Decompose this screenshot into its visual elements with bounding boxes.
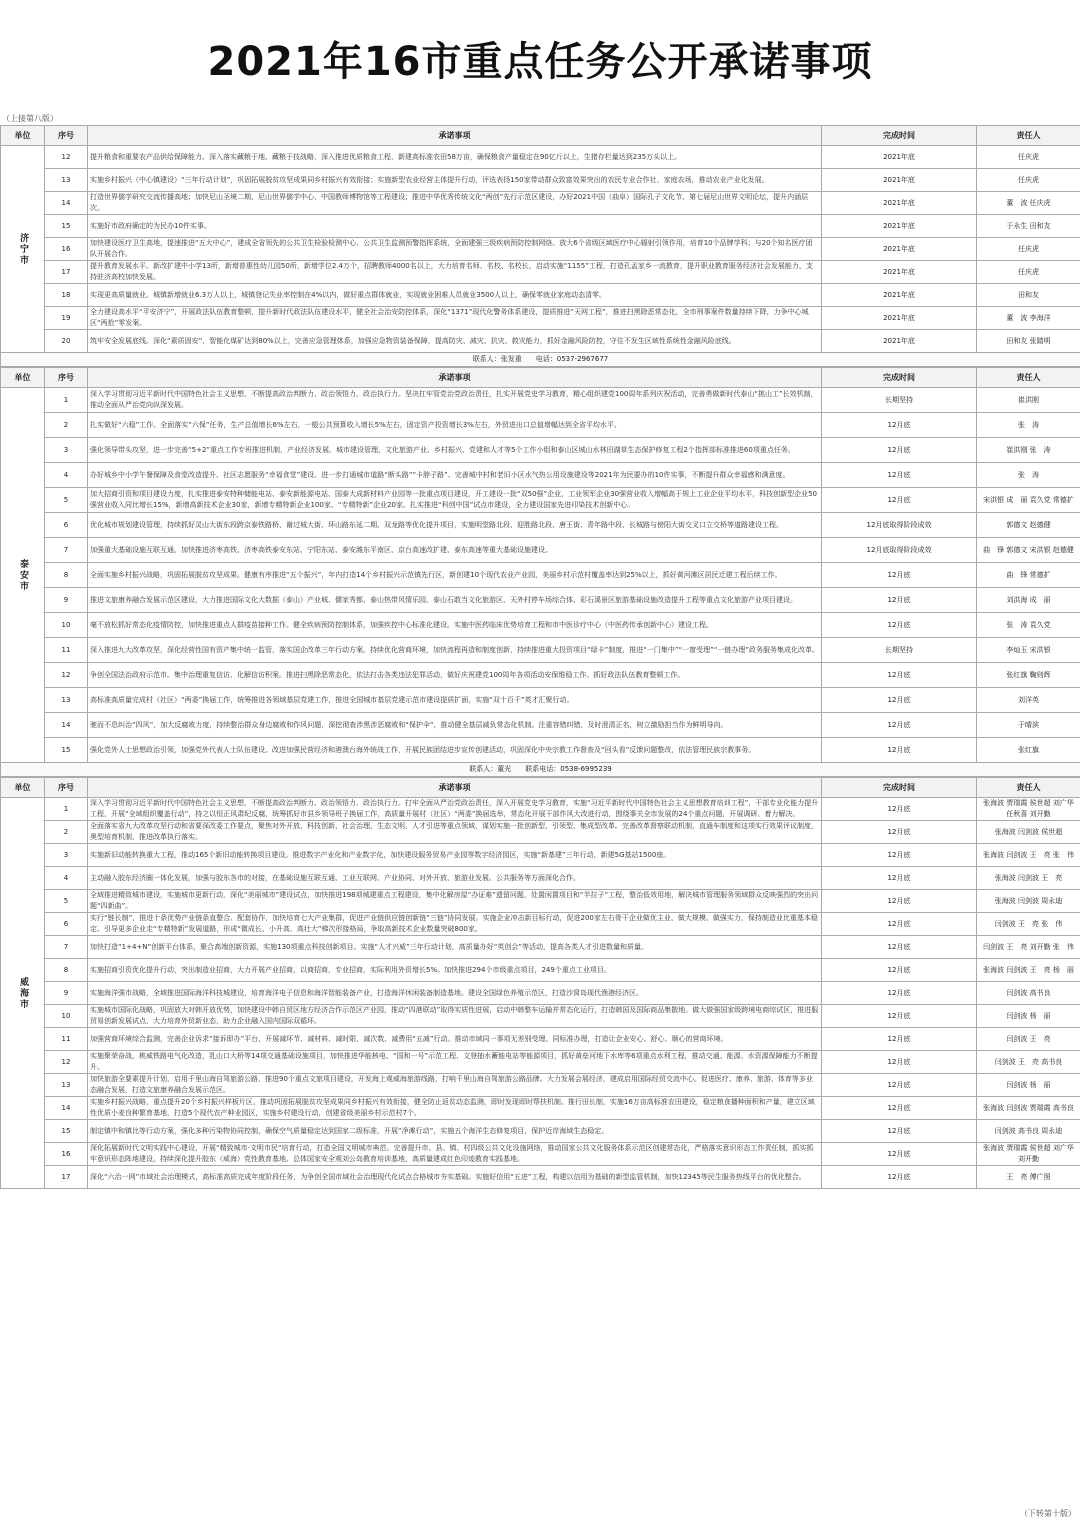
time-cell: 12月底 (822, 1074, 977, 1097)
header-resp: 责任人 (977, 126, 1080, 146)
time-cell: 12月底 (822, 936, 977, 959)
content-cell: 优化城市规划建设管理，持续抓好灵山大街东段跨京泰铁路桥、谢过城大街、环山路东延二期、双龙路等优化提升项目，实施明堂路北段、迎胜路北段、唐王街、青年路中段、长城路与傍阳大街交叉口立交桥等道路建设工程。 (88, 513, 822, 538)
header-content: 承诺事项 (88, 368, 822, 388)
time-cell: 12月底 (822, 588, 977, 613)
table-row (1, 913, 1080, 936)
time-cell: 12月底 (822, 1028, 977, 1051)
table-row (1, 1074, 1080, 1097)
resp-cell: 李灿玉 宋洪银 (977, 638, 1080, 663)
resp-cell: 刘洋英 (977, 688, 1080, 713)
seq-cell: 14 (45, 1097, 88, 1120)
time-cell: 12月底 (822, 713, 977, 738)
content-cell: 深化“六治一网”市域社会治理模式，高标准高质完成年度阶段任务，为争创全国市域社会治理现代化试点合格城市夯实基础。实施好信用“五进”工程，构建以信用为基础的新型监管机制，加快12345等民生服务热线平台的优化整合。 (88, 1166, 822, 1189)
resp-cell: 任庆虎 (977, 261, 1080, 284)
seq-cell: 5 (45, 488, 88, 513)
resp-cell: 张海波 贾瑞霞 侯世超 刘广华 任秋喜 刘开勤 (977, 798, 1080, 821)
seq-cell: 9 (45, 588, 88, 613)
content-cell: 驰而不息纠治“四风”，加大反腐败力度，持续整治群众身边腐败和作风问题，深挖彻查涉黑涉恶腐败和“保护伞”，推动健全基层减负常态化机制。注重容错纠错，及时澄清正名，树立激励担当作为鲜明导向。 (88, 713, 822, 738)
content-cell: 主动融入胶东经济圈一体化发展，加强与胶东各市的对接，在基础设施互联互通、工业互联网、产业协同、对外开放、旅游业发展、公共服务等方面深化合作。 (88, 867, 822, 890)
seq-cell: 8 (45, 959, 88, 982)
time-cell: 12月底 (822, 438, 977, 463)
table-row (1, 959, 1080, 982)
table-row (1, 488, 1080, 513)
table-row (1, 330, 1080, 353)
header-unit: 单位 (1, 778, 45, 798)
time-cell: 12月底 (822, 890, 977, 913)
table-row (1, 588, 1080, 613)
table-row (1, 261, 1080, 284)
commitments-table-3 (0, 777, 1080, 1189)
content-cell: 高标准高质量完成村（社区）“两委”换届工作，统筹推进各领域基层党建工作，推进全国城市基层党建示范市建设提质扩面，实施“双十百千”英才汇聚行动。 (88, 688, 822, 713)
seq-cell: 7 (45, 538, 88, 563)
time-cell: 长期坚持 (822, 388, 977, 413)
seq-cell: 15 (45, 738, 88, 763)
table-row (1, 284, 1080, 307)
time-cell: 12月底取得阶段成效 (822, 538, 977, 563)
content-cell: 制定镇中和镇比等行动方案，强化多种污染物协同控制，确保空气质量稳定达到国家二级标准，开展“净滩行动”，实施五个海洋生态修复项目，保护近岸海域生态稳定。 (88, 1120, 822, 1143)
commitments-table-container (0, 125, 1080, 1189)
time-cell: 12月底 (822, 663, 977, 688)
commitments-table-1 (0, 125, 1080, 367)
table-row (1, 215, 1080, 238)
seq-cell: 14 (45, 713, 88, 738)
header-content: 承诺事项 (88, 778, 822, 798)
table-row (1, 713, 1080, 738)
continued-from-note: （上接第八版） (2, 114, 58, 123)
seq-cell: 4 (45, 463, 88, 488)
header-seq: 序号 (45, 778, 88, 798)
resp-cell: 张海波 闫剑波 王 亮 (977, 867, 1080, 890)
time-cell: 2021年底 (822, 330, 977, 353)
content-cell: 加快旅游全要素提升计划，启用千里山海自驾旅游公路，推进90个重点文旅项目建设，开发海上观威海旅游线路，打响千里山海自驾旅游公路品牌。大力发展会展经济，建成启用国际经贸交流中心。促进医疗、康养、旅游、体育等多业态融合发展，打造文旅康养融合发展示范区。 (88, 1074, 822, 1097)
content-cell: 深化拓展新时代文明实践中心建设，开展“精致城市·文明市民”培育行动，打造全国文明城市典范。完善提升市、县、镇、村四级公共文化设施网络，推动国家公共文化服务体系示范区创建常态化，严格落实意识形态工作责任制，抓实抓牢意识形态阵地建设。持续深化提升胶东（威海）党性教育基地、总体国家安全观刘公岛教育培训基地，高质量建成红色印迹教育实践基地。 (88, 1143, 822, 1166)
seq-cell: 1 (45, 798, 88, 821)
unit-cell: 泰安市 (1, 388, 45, 763)
time-cell: 12月底 (822, 1005, 977, 1028)
table-row (1, 613, 1080, 638)
content-cell: 深入学习贯彻习近平新时代中国特色社会主义思想，不断提高政治判断力、政治领悟力、政治执行力。打牢全面从严治党政治责任，深入开展党史学习教育，实施“习近平新时代中国特色社会主义思想教育培训工程”，干部专业化能力提升工程，开展“全域组织覆盖行动”，持之以恒正风肃纪反腐，统筹抓好市县乡领导班子换届工作，高质量开展村（社区）“两委”换届选举，常态化开展干部作风大改进行动，围绕事关全市发展的24个重点问题，开展调研、着力解决。 (88, 798, 822, 821)
seq-cell: 12 (45, 1051, 88, 1074)
resp-cell: 郭德文 赵德健 (977, 513, 1080, 538)
resp-cell: 曲 锋 常德扩 (977, 563, 1080, 588)
time-cell: 12月底 (822, 798, 977, 821)
seq-cell: 7 (45, 936, 88, 959)
content-cell: 深入推进九大改革攻坚，深化经营性国有资产集中统一监管，落实国企改革三年行动方案。持续优化营商环境，加快流程再造和制度创新，持续推进重大投资项目“绿卡”制度，推进“一门集中”“一窗受理”“一链办理”政务服务集成化改革。 (88, 638, 822, 663)
seq-cell: 17 (45, 261, 88, 284)
time-cell: 12月底 (822, 488, 977, 513)
table-row (1, 663, 1080, 688)
header-resp: 责任人 (977, 778, 1080, 798)
time-cell: 2021年底 (822, 169, 977, 192)
time-cell: 2021年底 (822, 284, 977, 307)
table-row (1, 438, 1080, 463)
resp-cell: 于晴滨 (977, 713, 1080, 738)
table-row (1, 563, 1080, 588)
resp-cell: 宋洪银 成 丽 袁久党 常德扩 (977, 488, 1080, 513)
seq-cell: 4 (45, 867, 88, 890)
seq-cell: 20 (45, 330, 88, 353)
resp-cell: 于永生 田和友 (977, 215, 1080, 238)
resp-cell: 闫剑波 王 亮 刘开勤 张 伟 (977, 936, 1080, 959)
time-cell: 12月底 (822, 463, 977, 488)
resp-cell: 王 亮 傅广照 (977, 1166, 1080, 1189)
time-cell: 2021年底 (822, 215, 977, 238)
seq-cell: 14 (45, 192, 88, 215)
content-cell: 加强重大基础设施互联互通，加快推进济枣高铁、济枣高铁泰安东站、宁阳东站、泰安潍东平南区、京台高速改扩建、泰东高速等重大基础设施建设。 (88, 538, 822, 563)
resp-cell: 张海波 闫剑波 贾瑞霞 高书良 (977, 1097, 1080, 1120)
time-cell: 12月底 (822, 821, 977, 844)
content-cell: 实施新旧动能转换重大工程，推动165个新旧动能转换项目建设。推进数字产业化和产业数字化，加快建设服务贸易产业园等数字经济园区，实施“新基建”三年行动，新建5G基站1500座。 (88, 844, 822, 867)
seq-cell: 15 (45, 215, 88, 238)
resp-cell: 闫剑波 杨 丽 (977, 1074, 1080, 1097)
resp-cell: 闫剑波 王 亮 张 伟 (977, 913, 1080, 936)
content-cell: 全面实施乡村振兴战略，巩固拓展脱贫攻坚成果。健康有序推进“五个振兴”，年内打造14个乡村振兴示范镇先行区，新创建10个现代农业产业园，美丽乡村示范村覆盖率达到25%以上，抓好黄河滩区居民迁建工程后续工作。 (88, 563, 822, 588)
header-time: 完成时间 (822, 126, 977, 146)
table-row (1, 821, 1080, 844)
table-row (1, 1166, 1080, 1189)
time-cell: 12月底 (822, 982, 977, 1005)
resp-cell: 崔洪刚 张 涛 (977, 438, 1080, 463)
resp-cell: 张海波 闫剑波 王 亮 张 伟 (977, 844, 1080, 867)
table-row (1, 388, 1080, 413)
seq-cell: 18 (45, 284, 88, 307)
table-header-row (1, 126, 1080, 146)
resp-cell: 刘洪海 成 丽 (977, 588, 1080, 613)
seq-cell: 11 (45, 1028, 88, 1051)
time-cell: 2021年底 (822, 192, 977, 215)
content-cell: 强化领导带头攻坚，进一步完善“5+2”重点工作专班推进机制，产业经济发展、城市建设管理、文化旅游产业、乡村振兴、党建和人才等5个工作小组和泰山区城山水林田湖草生态保护修复工程2个指挥部标准推进60项重点任务。 (88, 438, 822, 463)
contact-row (1, 353, 1080, 367)
seq-cell: 2 (45, 821, 88, 844)
seq-cell: 12 (45, 146, 88, 169)
table-row (1, 1120, 1080, 1143)
content-cell: 提升教育发展水平。新改扩建中小学13所，新增普惠性幼儿园50所，新增学位2.4万个，招聘教师4000名以上，大力培育名师、名校、名校长，启动实施“1155”工程，打造孔孟家乡一流教育，提升职业教育服务经济社会发展能力，支持驻济高校加快发展。 (88, 261, 822, 284)
header-time: 完成时间 (822, 778, 977, 798)
content-cell: 实施城市国际化战略，巩固放大对韩开放优势，加快建设中韩自贸区地方经济合作示范区产业园，推动“四港联动”取得实质性进展，启动中韩整车运输并常态化运行，打造韩国及国际商品集散地。做大做强国家级跨境电商综试区，推进服贸易创新发展试点，大力培育外贸新业态，助力企业融入国内国际双循环。 (88, 1005, 822, 1028)
table-row (1, 307, 1080, 330)
resp-cell: 崔洪刚 (977, 388, 1080, 413)
table-row (1, 1097, 1080, 1120)
table-row (1, 982, 1080, 1005)
resp-cell: 董 波 任庆虎 (977, 192, 1080, 215)
table-row (1, 738, 1080, 763)
content-cell: 加快打造“1+4+N”创新平台体系，聚合高端创新资源，实施130项重点科技创新项目。实施“人才兴威”三年行动计划，高质量办好“英创会”等活动，提高各类人才引进数量和质量。 (88, 936, 822, 959)
time-cell: 2021年底 (822, 261, 977, 284)
seq-cell: 3 (45, 438, 88, 463)
content-cell: 筑牢安全发展底线。深化“素质固安”，智能化煤矿达到80%以上，完善应急管理体系，加强应急物资装备保障，提高防灾、减灾、抗灾、救灾能力，抓好金融风险防控，守住不发生区域性系统性金融风险底线。 (88, 330, 822, 353)
header-seq: 序号 (45, 368, 88, 388)
seq-cell: 19 (45, 307, 88, 330)
seq-cell: 2 (45, 413, 88, 438)
resp-cell: 闫剑波 王 亮 (977, 1028, 1080, 1051)
seq-cell: 17 (45, 1166, 88, 1189)
resp-cell: 田和友 (977, 284, 1080, 307)
content-cell: 全域推进精致城市建设，实施城市更新行动，深化“美丽城市”建设试点，加快推进198项城建重点工程建设，集中化解房屋“办证难”遗留问题，处置闲置项目和“半拉子”工程，整治低效用地，解决城市管理服务领域群众反映强烈的突出问题“四新曲”。 (88, 890, 822, 913)
time-cell: 12月底 (822, 688, 977, 713)
resp-cell: 任庆虎 (977, 238, 1080, 261)
resp-cell: 曲 锋 郭德文 宋洪银 赵德健 (977, 538, 1080, 563)
time-cell: 12月底 (822, 1097, 977, 1120)
resp-cell: 闫剑波 杨 丽 (977, 1005, 1080, 1028)
time-cell: 2021年底 (822, 146, 977, 169)
time-cell: 12月底 (822, 1051, 977, 1074)
resp-cell: 张海波 闫剑波 周永迪 (977, 890, 1080, 913)
resp-cell: 张 涛 (977, 413, 1080, 438)
seq-cell: 16 (45, 238, 88, 261)
content-cell: 全力建设高水平“平安济宁”，开展政法队伍教育整顿，提升新时代政法队伍建设水平，健全社会治安防控体系，深化“1371”现代化警务体系建设，提质推进“天网工程”，推进扫黑除恶常态化，全市刑事案件数量持续下降，力争中心城区“两抢”零发案。 (88, 307, 822, 330)
resp-cell: 董 波 李海洋 (977, 307, 1080, 330)
resp-cell: 任庆虎 (977, 169, 1080, 192)
content-cell: 实施海洋强市战略，全域推进国际海洋科技城建设，培育海洋电子信息和海洋智能装备产业，打造海洋休闲装备制造基地。建设全国绿色养殖示范区，打造沙窝岛现代渔港经济区。 (88, 982, 822, 1005)
time-cell: 2021年底 (822, 238, 977, 261)
time-cell: 12月底 (822, 613, 977, 638)
unit-cell: 济宁市 (1, 146, 45, 353)
resp-cell: 闫剑波 高书良 (977, 982, 1080, 1005)
resp-cell: 任庆虎 (977, 146, 1080, 169)
table-row (1, 936, 1080, 959)
table-row (1, 798, 1080, 821)
content-cell: 深入学习贯彻习近平新时代中国特色社会主义思想，不断提高政治判断力、政治领悟力、政治执行力。坚决扛牢管党治党政治责任，扎实开展党史学习教育，精心组织建党100周年系列庆祝活动，完善勇做新时代泰山“挑山工”长效机制，推动全面从严治党向纵深发展。 (88, 388, 822, 413)
content-cell: 争创全国法治政府示范市。集中治理重复信访、化解信访积案。推进扫黑除恶常态化，依法打击各类违法犯罪活动，做好庆祝建党100周年各项活动安保维稳工作。抓好政法队伍教育整顿工作。 (88, 663, 822, 688)
seq-cell: 1 (45, 388, 88, 413)
seq-cell: 16 (45, 1143, 88, 1166)
content-cell: 实施聚荣奋战，桃威铁路电气化改造，乳山口大桥等14项交通基础设施项目，加快推进华能核电、“国和一号”示范工程、文登抽水蓄能电站等能源项目，抓好黄垒河地下水库等6项重点水利工程，推动交通、能源、水资源保障能力不断提升。 (88, 1051, 822, 1074)
seq-cell: 13 (45, 1074, 88, 1097)
time-cell: 12月底 (822, 563, 977, 588)
content-cell: 扎实做好“六稳”工作、全面落实“六保”任务，生产总值增长6%左右，一般公共预算收入增长5%左右，固定资产投资增长3%左右，外贸进出口总值增幅达到全省平均水平。 (88, 413, 822, 438)
seq-cell: 8 (45, 563, 88, 588)
resp-cell: 张红旗 (977, 738, 1080, 763)
table-row (1, 169, 1080, 192)
time-cell: 12月底 (822, 913, 977, 936)
content-cell: 实施招商引资优化提升行动，突出制造业招商，大力开展产业招商，以商招商，专业招商，实际利用外资增长5%。加快推进294个市级重点项目，249个重点工业项目。 (88, 959, 822, 982)
content-cell: 实施乡村振兴（中心镇建设）“三年行动计划”，巩固拓展脱贫攻坚成果同乡村振兴有效衔接；实施新型农业经营主体提升行动，评选表扬150家带动群众致富效果突出的农民专业合作社、家庭农场，推动农业产业化发展。 (88, 169, 822, 192)
content-cell: 加快建设医疗卫生高地，提速推进“五大中心”，建成全省领先的公共卫生检验检测中心、公共卫生监测预警指挥系统，全面建强三级疾病预防控制网络。放大6个省级区域医疗中心辐射引领作用，培育10个品牌学科；与20个知名医疗团队开展合作。 (88, 238, 822, 261)
time-cell: 12月底 (822, 738, 977, 763)
table-row (1, 146, 1080, 169)
seq-cell: 13 (45, 169, 88, 192)
time-cell: 12月底 (822, 844, 977, 867)
table-row (1, 238, 1080, 261)
contact-row (1, 763, 1080, 777)
seq-cell: 3 (45, 844, 88, 867)
table-row (1, 413, 1080, 438)
seq-cell: 15 (45, 1120, 88, 1143)
time-cell: 12月底 (822, 1120, 977, 1143)
resp-cell: 张 涛 (977, 463, 1080, 488)
table-row (1, 638, 1080, 663)
content-cell: 提升粮食和重要农产品供给保障能力。深入落实藏粮于地、藏粮于技战略，深入推进优质粮食工程，新建高标准农田58万亩，确保粮食产量稳定在90亿斤以上，生猪存栏量达到235万头以上。 (88, 146, 822, 169)
resp-cell: 张海波 贾瑞霞 侯世超 刘广华 刘开勤 (977, 1143, 1080, 1166)
content-cell: 实施乡村振兴战略，重点提升20个乡村振兴样板片区，推动巩固拓展脱贫攻坚成果同乡村振兴有效衔接，健全防止返贫动态监测，即时发现即时帮扶机制。推行田长制，实施16万亩高标准农田建设，稳定粮食播种面积和产量，建立区域性优质小麦良种繁育基地，打造5个现代农产种业园区，实施乡村建设行动，创建省级美丽乡村示范村7个。 (88, 1097, 822, 1120)
table-row (1, 867, 1080, 890)
time-cell: 12月底 (822, 1143, 977, 1166)
resp-cell: 张海波 闫剑波 王 亮 杨 丽 (977, 959, 1080, 982)
seq-cell: 12 (45, 663, 88, 688)
continued-to-note: （下转第十版） (1020, 1509, 1076, 1518)
seq-cell: 5 (45, 890, 88, 913)
content-cell: 全面落实省九大改革攻坚行动和省要深改委工作要点，聚焦对外开放、科技创新、社会治理、生态文明、人才引进等重点领域，谋划实施一批创新型、引领型、集成型改革。完善改革督察联动机制，直通车制度和这项实行效果评议制度，奥型培育机制，推进改革执行落实。 (88, 821, 822, 844)
content-cell: 办好城乡中小学午餐保障及食堂改造提升、社区志愿服务“幸福食堂”建设、进一步打通城市道路“断头路”“卡脖子路”、完善城中村和老旧小区水气热公用设施建设等2021年为民要办的10件实事，不断提升群众幸福感和满意度。 (88, 463, 822, 488)
header-seq: 序号 (45, 126, 88, 146)
table-row (1, 192, 1080, 215)
contact-info: 联系人：张发重 电话：0537-2967677 (1, 353, 1080, 367)
content-cell: 毫不放松抓好常态化疫情防控，加快推进重点人群疫苗接种工作。健全疾病预防控制体系，加强疾控中心标准化建设。实施中医药临床优势培育工程和市中医诊疗中心（中医药传承创新中心）建设工程。 (88, 613, 822, 638)
resp-cell: 闫剑波 王 亮 高书良 (977, 1051, 1080, 1074)
content-cell: 打造世界儒学研究交流传播高地；加快尼山圣境二期、尼山世界儒学中心、中国教师博物馆等工程建设；推进中华优秀传统文化“两创”先行示范区建设，办好2021中国（曲阜）国际孔子文化节、第七届尼山世界文明论坛，提升内涵层次。 (88, 192, 822, 215)
header-unit: 单位 (1, 126, 45, 146)
content-cell: 强化党外人士思想政治引领，加强党外代表人士队伍建设。改进加强民营经济和港澳台海外统战工作，开展民族团结进步宣传创建活动，巩固深化中央宗教工作督查及“回头看”反馈问题整改，依法管理民族宗教事务。 (88, 738, 822, 763)
content-cell: 实现更高质量就业。城镇新增就业6.3万人以上，城镇登记失业率控制在4%以内，做好重点群体就业，实现就业困难人员就业3500人以上，确保零就业家庭动态清零。 (88, 284, 822, 307)
content-cell: 实行“链长制”，推进十条优势产业链条直整合、配套协作，加快培育七大产业集群，促进产业链供应链创新链“三链”协同发展。实施企业冲击新目标行动，促进200家左右骨干企业做优主业、做大规模、做强实力，保持制造业比重基本稳定。引导更多企业走“专精特新”发展道路，形成“微成长、小升高、高壮大”梯次形接格局，争取高新技术企业数量突破800家。 (88, 913, 822, 936)
time-cell: 12月底 (822, 1166, 977, 1189)
seq-cell: 11 (45, 638, 88, 663)
seq-cell: 9 (45, 982, 88, 1005)
resp-cell: 闫剑波 高书良 周永迪 (977, 1120, 1080, 1143)
resp-cell: 张红旗 鞠则辉 (977, 663, 1080, 688)
commitments-table-2 (0, 367, 1080, 777)
seq-cell: 6 (45, 513, 88, 538)
table-row (1, 1028, 1080, 1051)
table-row (1, 513, 1080, 538)
table-row (1, 538, 1080, 563)
seq-cell: 10 (45, 1005, 88, 1028)
table-row (1, 463, 1080, 488)
resp-cell: 张海波 闫剑波 侯世超 (977, 821, 1080, 844)
table-row (1, 1005, 1080, 1028)
time-cell: 2021年底 (822, 307, 977, 330)
seq-cell: 13 (45, 688, 88, 713)
seq-cell: 10 (45, 613, 88, 638)
contact-info: 联系人：董光 联系电话：0538-6995239 (1, 763, 1080, 777)
seq-cell: 6 (45, 913, 88, 936)
header-time: 完成时间 (822, 368, 977, 388)
resp-cell: 田和友 张踏明 (977, 330, 1080, 353)
time-cell: 12月底 (822, 867, 977, 890)
content-cell: 加强营商环境综合监测，完善企业诉求“接诉即办”平台，开展减环节、减材料、减时限、减次数、减费用“五减”行动。推动市域同一事项无差别受理、同标准办理，打造让企业安心、舒心、顺心的营商环境。 (88, 1028, 822, 1051)
content-cell: 加大招商引资和项目建设力度，扎实推进泰安特种储能电站、泰安新能源电站、国泰大成新材料产业园等一批重点项目建设，开工建设一批“双50强”企业，工业领军企业30强营业收入增幅高于规上工业企业平均水平，科技创新型企业50强营业收入同比增长15%，新增高新技术企业30家，新增专精特新企业100家、“专精特新”企业20家。扎实推进“科创中国”试点市建设，全力建设国家先进印染技术创新中心。 (88, 488, 822, 513)
time-cell: 长期坚持 (822, 638, 977, 663)
table-row (1, 1051, 1080, 1074)
header-content: 承诺事项 (88, 126, 822, 146)
table-row (1, 1143, 1080, 1166)
table-header-row (1, 778, 1080, 798)
header-unit: 单位 (1, 368, 45, 388)
unit-cell: 威海市 (1, 798, 45, 1189)
resp-cell: 张 涛 袁久党 (977, 613, 1080, 638)
table-row (1, 688, 1080, 713)
page-title: 2021年16市重点任务公开承诺事项 (207, 39, 873, 85)
table-row (1, 890, 1080, 913)
time-cell: 12月底 (822, 413, 977, 438)
time-cell: 12月底 (822, 959, 977, 982)
content-cell: 实施好市政府确定的为民办10件实事。 (88, 215, 822, 238)
table-header-row (1, 368, 1080, 388)
time-cell: 12月底取得阶段成效 (822, 513, 977, 538)
content-cell: 推进文旅康养融合发展示范区建设，大力推进国际文化大数据（泰山）产业城、儒家秀都、泰山热带风情乐园、泰山石敢当文化旅游区、天外村停车场综合体、彩石溪景区旅游基础设施改造提升工程等重点文化旅游产业项目建设。 (88, 588, 822, 613)
table-row (1, 844, 1080, 867)
header-resp: 责任人 (977, 368, 1080, 388)
